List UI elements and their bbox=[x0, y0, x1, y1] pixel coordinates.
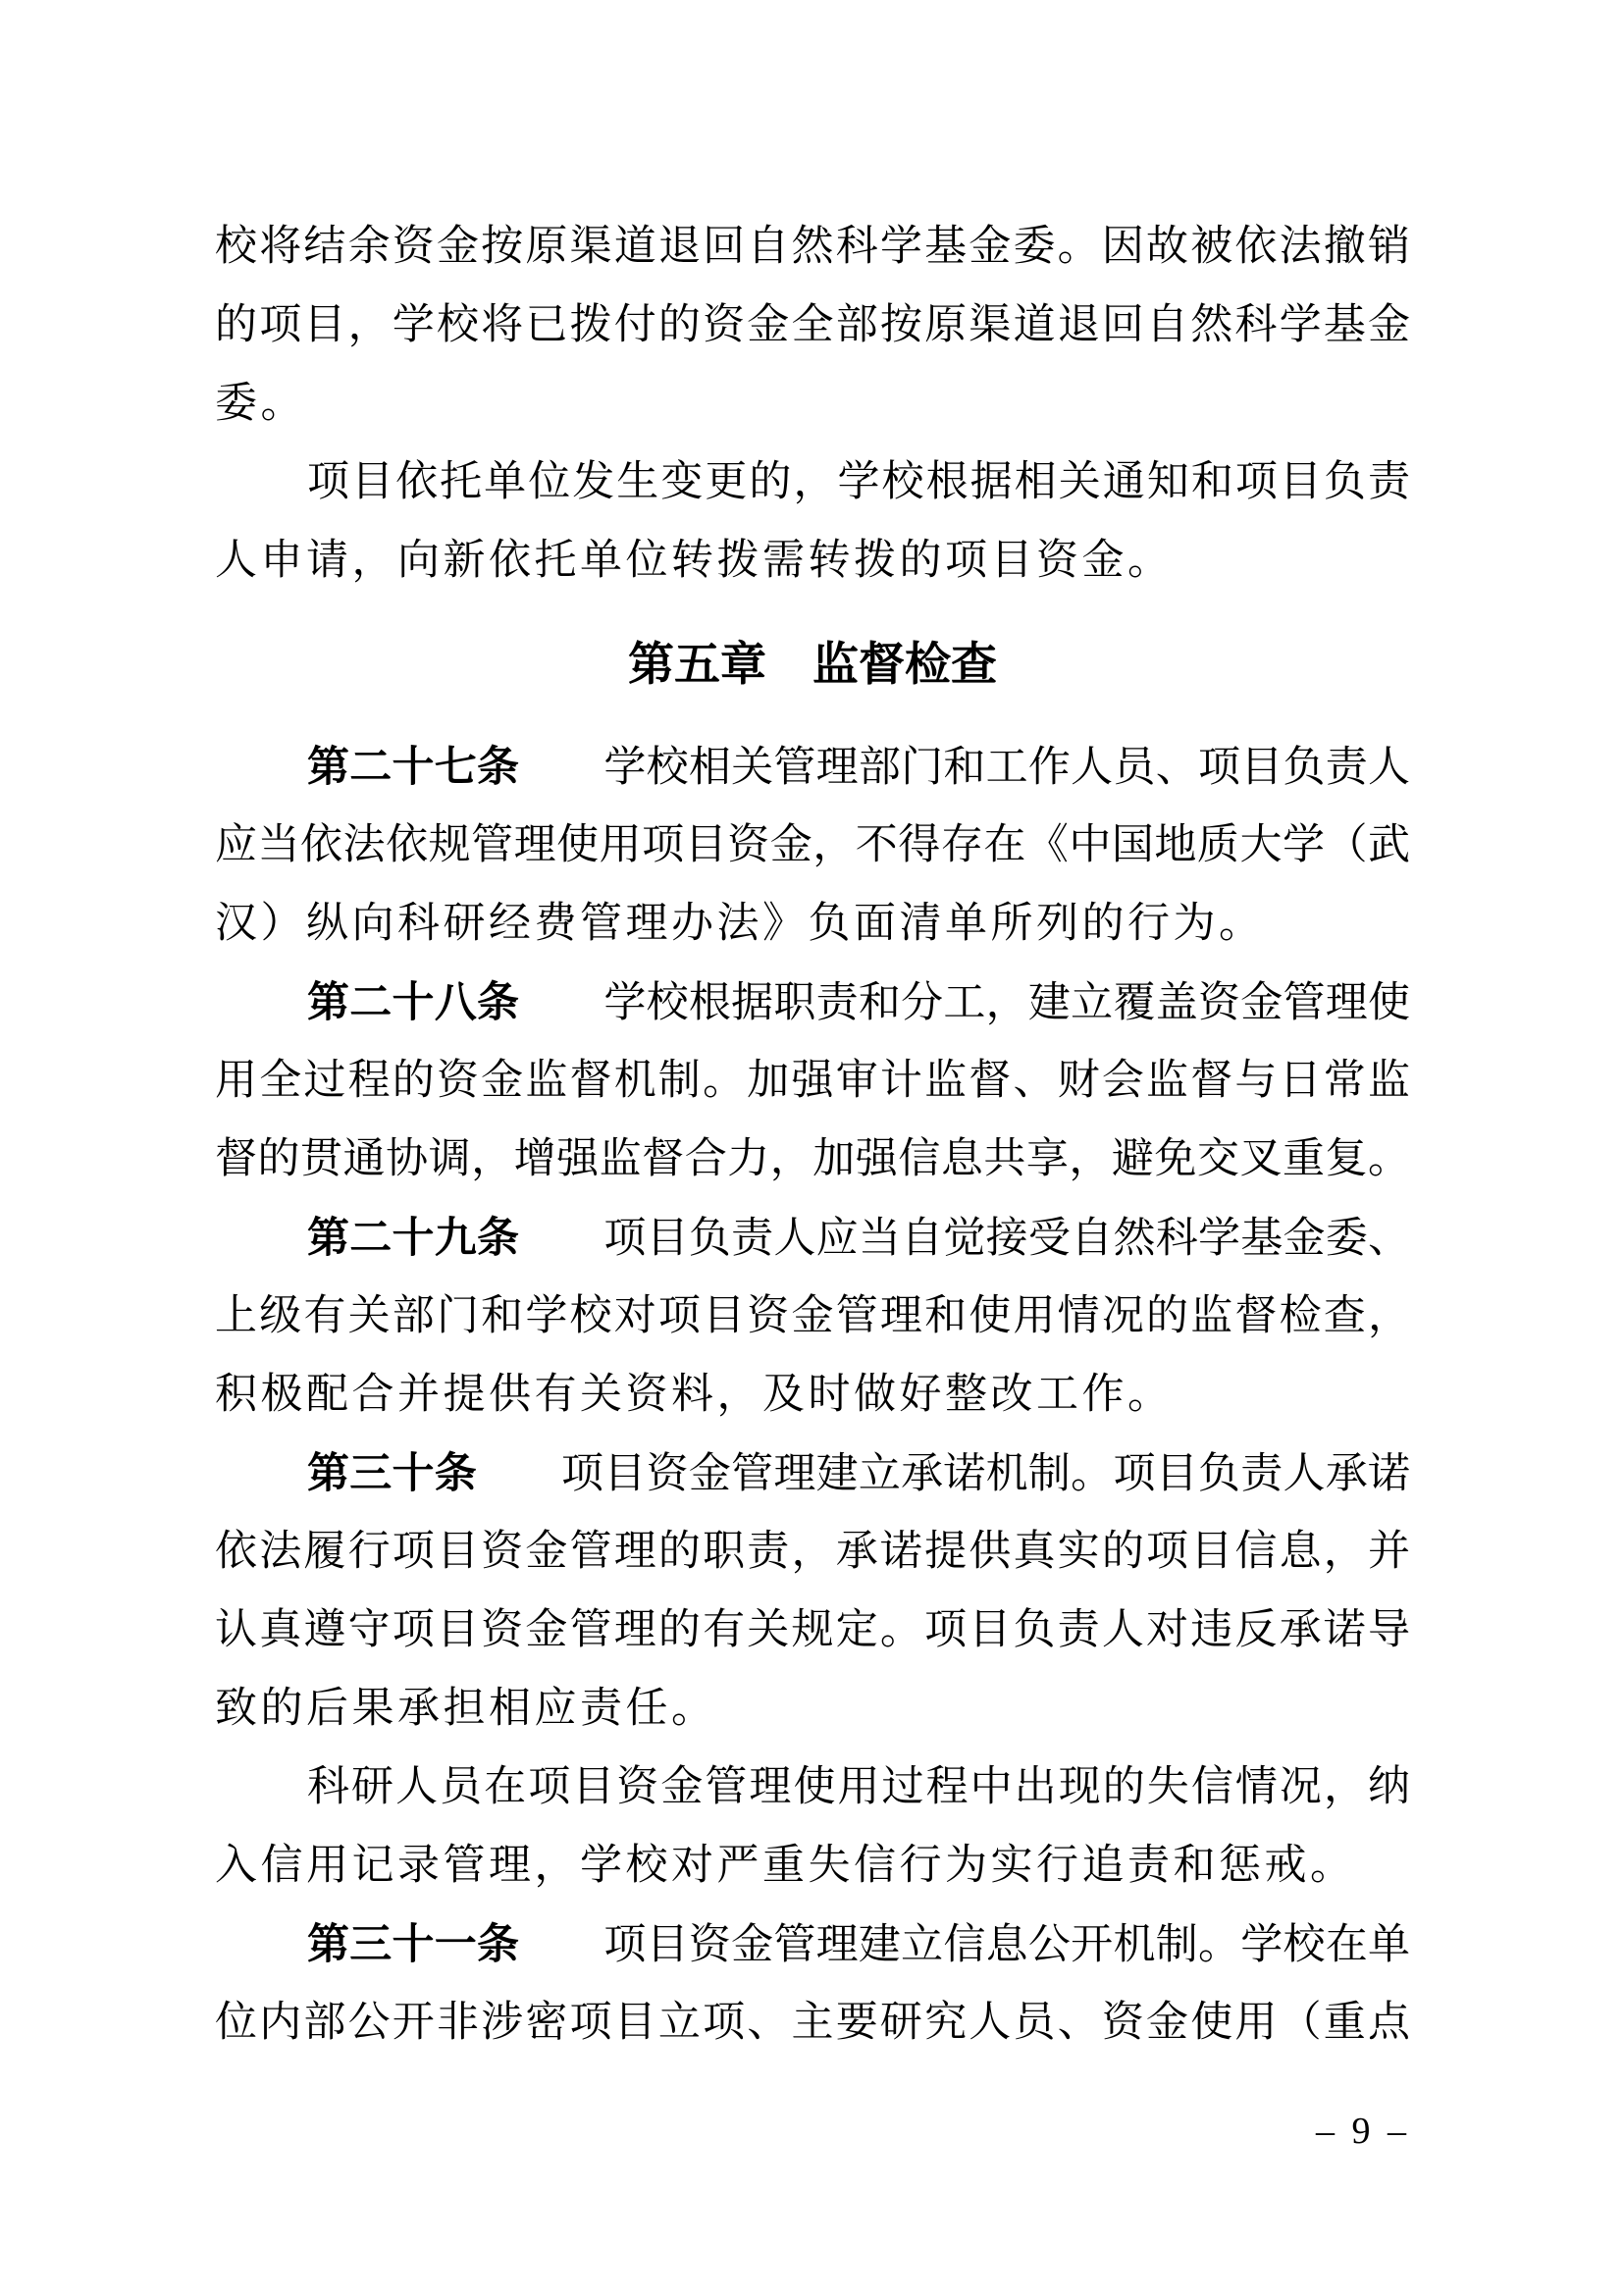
text-line: 致的后果承担相应责任。 bbox=[215, 1686, 717, 1732]
text-line: 督的贯通协调，增强监督合力，加强信息共享，避免交叉重复。 bbox=[215, 1136, 1410, 1182]
article-number: 第二十九条 bbox=[307, 1215, 520, 1262]
article-text: 项目资金管理建立承诺机制。项目负责人承诺 bbox=[561, 1451, 1411, 1497]
text-line: 科研人员在项目资金管理使用过程中出现的失信情况，纳 bbox=[307, 1764, 1410, 1810]
text-line: 用全过程的资金监督机制。加强审计监督、财会监督与日常监 bbox=[215, 1058, 1410, 1104]
paragraph-article-28 bbox=[215, 964, 1410, 1199]
article-text: 学校根据职责和分工，建立覆盖资金管理使 bbox=[603, 980, 1411, 1026]
text-line: 委。 bbox=[215, 381, 306, 427]
article-number: 第二十八条 bbox=[307, 979, 520, 1026]
text-line: 应当依法依规管理使用项目资金，不得存在《中国地质大学（武 bbox=[215, 822, 1410, 868]
text-line: 汉）纵向科研经费管理办法》负面清单所列的行为。 bbox=[215, 901, 1265, 947]
paragraph-article-31 bbox=[215, 1905, 1410, 2062]
text-line bbox=[215, 728, 1410, 807]
article-text: 项目资金管理建立信息公开机制。学校在单 bbox=[603, 1922, 1411, 1968]
text-line: 项目依托单位发生变更的，学校根据相关通知和项目负责 bbox=[307, 459, 1410, 505]
article-text: 项目负责人应当自觉接受自然科学基金委、 bbox=[603, 1216, 1411, 1262]
paragraph bbox=[215, 444, 1410, 600]
text-line: 认真遵守项目资金管理的有关规定。项目负责人对违反承诺导 bbox=[215, 1607, 1410, 1653]
paragraph bbox=[215, 1748, 1410, 1905]
page-content bbox=[215, 208, 1410, 2062]
text-line: 依法履行项目资金管理的职责，承诺提供真实的项目信息，并 bbox=[215, 1529, 1410, 1575]
article-number: 第二十七条 bbox=[307, 744, 520, 791]
paragraph-continuation bbox=[215, 208, 1410, 444]
text-line: 上级有关部门和学校对项目资金管理和使用情况的监督检查， bbox=[215, 1293, 1410, 1339]
paragraph-article-30 bbox=[215, 1435, 1410, 1748]
text-line bbox=[215, 1199, 1410, 1278]
page-number: – 9 – bbox=[1316, 2111, 1410, 2152]
text-line: 校将结余资金按原渠道退回自然科学基金委。因故被依法撤销 bbox=[215, 224, 1410, 270]
text-line: 积极配合并提供有关资料，及时做好整改工作。 bbox=[215, 1372, 1174, 1418]
text-line bbox=[215, 1905, 1410, 1984]
text-line: 人申请，向新依托单位转拨需转拨的项目资金。 bbox=[215, 538, 1174, 584]
article-number: 第三十条 bbox=[307, 1450, 478, 1497]
paragraph-article-27 bbox=[215, 728, 1410, 964]
article-number: 第三十一条 bbox=[307, 1921, 520, 1968]
article-text: 学校相关管理部门和工作人员、项目负责人 bbox=[603, 745, 1411, 791]
text-line: 位内部公开非涉密项目立项、主要研究人员、资金使用（重点 bbox=[215, 2000, 1410, 2046]
chapter-heading: 第五章 监督检查 bbox=[628, 638, 997, 690]
text-line: 入信用记录管理，学校对严重失信行为实行追责和惩戒。 bbox=[215, 1843, 1356, 1889]
text-line: 的项目，学校将已拨付的资金全部按原渠道退回自然科学基金 bbox=[215, 302, 1410, 348]
text-line bbox=[215, 964, 1410, 1042]
paragraph-article-29 bbox=[215, 1199, 1410, 1435]
text-line bbox=[215, 1435, 1410, 1513]
